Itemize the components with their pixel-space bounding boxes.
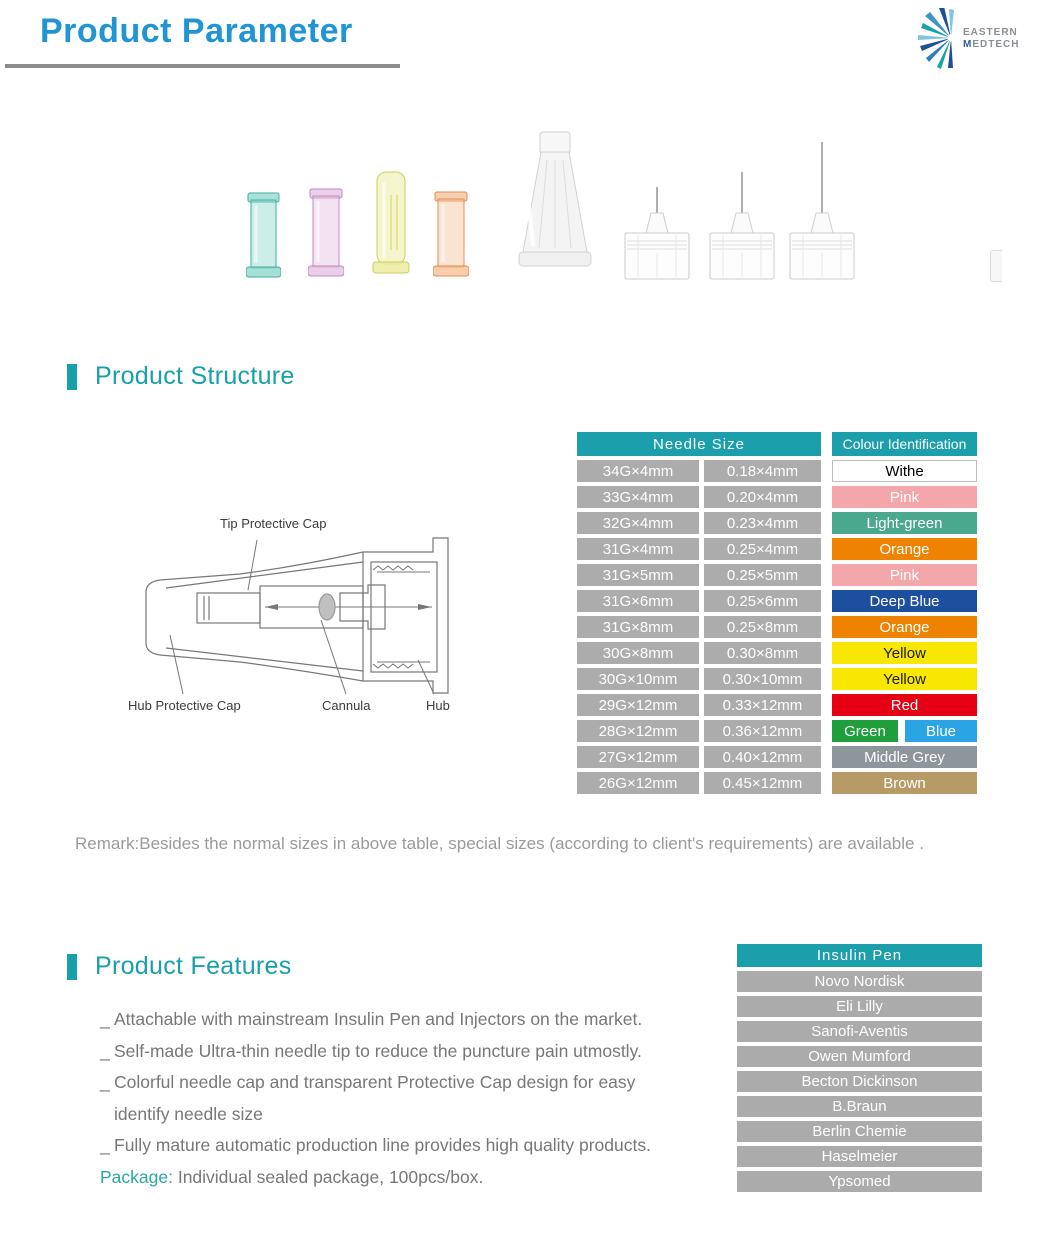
insulin-pen-brand: Berlin Chemie — [737, 1121, 982, 1142]
company-logo — [907, 8, 1042, 70]
features-list — [100, 1004, 700, 1193]
table-row — [577, 512, 977, 534]
label-hub: Hub — [426, 698, 450, 713]
size-cell: 0.20×4mm — [704, 486, 821, 508]
insulin-pen-brand: Novo Nordisk — [737, 971, 982, 992]
transparent-protective-cap-image — [517, 130, 593, 286]
needle-cap-teal-image — [246, 191, 281, 286]
size-cell: 0.23×4mm — [704, 512, 821, 534]
size-cell: 0.18×4mm — [704, 460, 821, 482]
insulin-pen-brand: Sanofi-Aventis — [737, 1021, 982, 1042]
table-header-row — [577, 432, 977, 456]
insulin-pen-brand: Eli Lilly — [737, 996, 982, 1017]
colour-cell: Middle Grey — [832, 746, 977, 768]
feature-item: _ Attachable with mainstream Insulin Pen and Injectors on the market. — [100, 1004, 700, 1036]
size-cell: 0.36×12mm — [704, 720, 821, 742]
insulin-pen-brand: Owen Mumford — [737, 1046, 982, 1067]
colour-cell: Yellow — [832, 668, 977, 690]
feature-bullet: _ — [100, 1135, 110, 1155]
feature-bullet: _ — [100, 1072, 110, 1092]
size-cell: 0.33×12mm — [704, 694, 821, 716]
table-row — [577, 564, 977, 586]
colour-cell: Orange — [832, 538, 977, 560]
title-underline — [5, 64, 400, 68]
needle-size-table — [577, 432, 977, 798]
gauge-cell: 31G×8mm — [577, 616, 699, 638]
needle-cap-yellow-image — [371, 170, 411, 284]
package-label: Package: — [100, 1166, 173, 1187]
colour-cell: Red — [832, 694, 977, 716]
table-row — [577, 616, 977, 638]
feature-item: identify needle size — [114, 1103, 263, 1124]
colour-cell: Yellow — [832, 642, 977, 664]
colour-identification-header: Colour Identification — [832, 432, 977, 456]
needle-structure-diagram — [100, 500, 540, 730]
table-row — [577, 590, 977, 612]
heading-accent-bar — [67, 364, 77, 390]
size-cell: 0.25×5mm — [704, 564, 821, 586]
needle-size-header: Needle Size — [577, 432, 821, 456]
pen-needle-short-image — [622, 187, 692, 286]
insulin-pen-brand: Haselmeier — [737, 1146, 982, 1167]
gauge-cell: 34G×4mm — [577, 460, 699, 482]
label-hub-protective-cap: Hub Protective Cap — [128, 698, 241, 713]
colour-cell: Pink — [832, 486, 977, 508]
page-title: Product Parameter — [40, 12, 353, 50]
gauge-cell: 32G×4mm — [577, 512, 699, 534]
colour-cell: Withe — [832, 460, 977, 482]
starburst-logo-icon — [907, 8, 959, 70]
partial-product-edge — [990, 250, 1002, 282]
table-row — [577, 772, 977, 794]
colour-cell-green: Green — [832, 720, 898, 742]
gauge-cell: 31G×4mm — [577, 538, 699, 560]
pen-needle-long-image — [787, 142, 857, 286]
label-tip-protective-cap: Tip Protective Cap — [220, 516, 327, 531]
table-row — [577, 746, 977, 768]
insulin-pen-brand: Becton Dickinson — [737, 1071, 982, 1092]
insulin-pen-header: Insulin Pen — [737, 944, 982, 967]
gauge-cell: 29G×12mm — [577, 694, 699, 716]
remark-text: Remark:Besides the normal sizes in above table, special sizes (according to client's requirements) are available . — [75, 834, 924, 853]
table-row — [577, 486, 977, 508]
logo-line-medtech: MEDTECH — [963, 39, 1020, 50]
size-cell: 0.25×4mm — [704, 538, 821, 560]
colour-cell: Orange — [832, 616, 977, 638]
feature-item: _ Fully mature automatic production line provides high quality products. — [100, 1130, 700, 1162]
logo-line-eastern: EASTERN — [963, 27, 1018, 38]
table-row — [577, 668, 977, 690]
gauge-cell: 31G×6mm — [577, 590, 699, 612]
size-cell: 0.25×6mm — [704, 590, 821, 612]
colour-cell: Light-green — [832, 512, 977, 534]
size-cell: 0.40×12mm — [704, 746, 821, 768]
colour-cell: Brown — [832, 772, 977, 794]
size-cell: 0.30×10mm — [704, 668, 821, 690]
gauge-cell: 31G×5mm — [577, 564, 699, 586]
insulin-pen-brand: B.Braun — [737, 1096, 982, 1117]
colour-cell: Pink — [832, 564, 977, 586]
table-row — [577, 538, 977, 560]
section-product-features — [67, 952, 292, 981]
feature-item: _ Self-made Ultra-thin needle tip to reduce the puncture pain utmostly. — [100, 1036, 700, 1068]
heading-accent-bar — [67, 954, 77, 980]
gauge-cell: 30G×10mm — [577, 668, 699, 690]
gauge-cell: 27G×12mm — [577, 746, 699, 768]
section-product-structure — [67, 362, 295, 391]
insulin-pen-brand: Ypsomed — [737, 1171, 982, 1192]
insulin-pen-table — [737, 944, 982, 1196]
product-features-heading: Product Features — [95, 952, 292, 980]
gauge-cell: 28G×12mm — [577, 720, 699, 742]
feature-bullet: _ — [100, 1009, 110, 1029]
colour-cell: Deep Blue — [832, 590, 977, 612]
feature-bullet: _ — [100, 1040, 110, 1061]
size-cell: 0.45×12mm — [704, 772, 821, 794]
gauge-cell: 30G×8mm — [577, 642, 699, 664]
size-cell: 0.25×8mm — [704, 616, 821, 638]
needle-cap-orange-image — [433, 190, 469, 286]
product-structure-heading: Product Structure — [95, 362, 295, 390]
logo-text — [963, 27, 1019, 51]
label-cannula: Cannula — [322, 698, 371, 713]
needle-cap-pink-image — [308, 187, 344, 286]
table-row — [577, 460, 977, 482]
gauge-cell: 26G×12mm — [577, 772, 699, 794]
table-row — [577, 694, 977, 716]
size-cell: 0.30×8mm — [704, 642, 821, 664]
colour-cell-blue: Blue — [905, 720, 977, 742]
table-row — [577, 720, 977, 742]
package-info — [100, 1162, 700, 1194]
table-row — [577, 642, 977, 664]
package-text: Individual sealed package, 100pcs/box. — [172, 1166, 484, 1187]
needle-cross-section-drawing — [100, 500, 540, 730]
pen-needle-medium-image — [707, 172, 777, 286]
feature-item: _ Colorful needle cap and transparent Protective Cap design for easy — [100, 1067, 700, 1099]
gauge-cell: 33G×4mm — [577, 486, 699, 508]
